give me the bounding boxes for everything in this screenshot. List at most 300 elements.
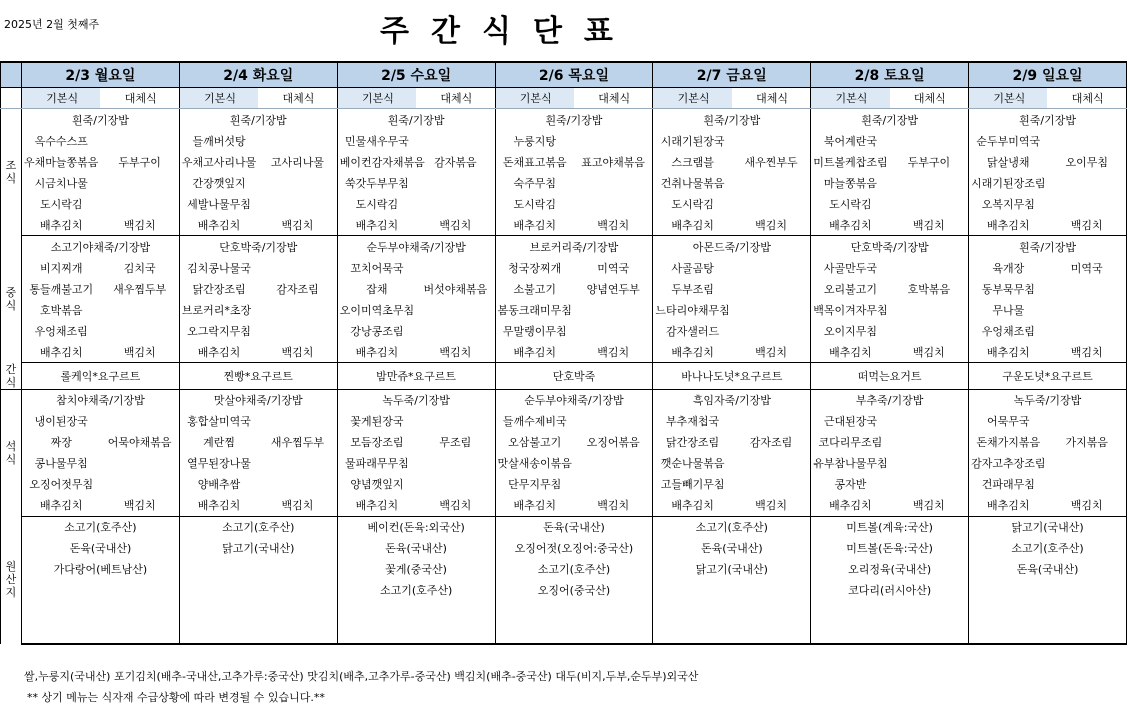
- menu-item: 닭살냉채: [969, 151, 1048, 172]
- menu-item: 배추김치: [653, 341, 732, 363]
- alt-menu-item: [574, 172, 653, 193]
- lunch-label: 중식: [1, 236, 22, 363]
- day-header-3: 2/6 목요일: [495, 62, 653, 88]
- porridge-cell: 순두부야채죽/기장밥: [495, 389, 653, 411]
- origin-cell: 오징어(중국산): [495, 580, 653, 601]
- menu-item: 무나물: [969, 299, 1048, 320]
- menu-item: 고들빼기무침: [653, 474, 732, 495]
- menu-item: 도시락김: [811, 193, 890, 214]
- origin-cell: [495, 622, 653, 644]
- alt-menu-item: [416, 193, 495, 214]
- alt-menu-item: [1047, 278, 1126, 299]
- alt-label: 대체식: [100, 88, 179, 109]
- alt-menu-item: [258, 320, 337, 341]
- origin-cell: [811, 622, 969, 644]
- day-header-6: 2/9 일요일: [969, 62, 1127, 88]
- origin-row: [1, 580, 1127, 601]
- alt-menu-item: 백김치: [258, 214, 337, 236]
- origin-cell: 미트볼(계육:국산): [811, 516, 969, 538]
- alt-menu-item: 백김치: [890, 341, 969, 363]
- origin-cell: [653, 580, 811, 601]
- alt-menu-item: [890, 432, 969, 453]
- page-title: 주간식단표: [380, 14, 635, 49]
- menu-item: 오징어젓무침: [22, 474, 101, 495]
- menu-item: 강낭콩조림: [337, 320, 416, 341]
- day-header-1: 2/4 화요일: [179, 62, 337, 88]
- origin-label: 원산지: [1, 516, 22, 644]
- menu-item: 닭간장조림: [653, 432, 732, 453]
- alt-menu-item: [574, 193, 653, 214]
- porridge-cell: 순두부야채죽/기장밥: [337, 236, 495, 258]
- alt-menu-item: [1047, 172, 1126, 193]
- alt-menu-item: 백김치: [100, 495, 179, 517]
- alt-menu-item: [574, 320, 653, 341]
- breakfast-row: [1, 130, 1127, 151]
- alt-menu-item: [416, 257, 495, 278]
- menu-item: 백목이겨자무침: [811, 299, 890, 320]
- basic-label: 기본식: [969, 88, 1048, 109]
- breakfast-row: [1, 172, 1127, 193]
- basic-label: 기본식: [22, 88, 101, 109]
- origin-cell: 돈육(국내산): [969, 559, 1127, 580]
- alt-menu-item: [732, 257, 811, 278]
- alt-menu-item: [1047, 299, 1126, 320]
- origin-cell: 소고기(호주산): [969, 538, 1127, 559]
- origin-cell: [495, 601, 653, 622]
- alt-menu-item: [416, 411, 495, 432]
- alt-menu-item: [1047, 193, 1126, 214]
- origin-cell: 소고기(호주산): [495, 559, 653, 580]
- breakfast-row: [1, 214, 1127, 236]
- menu-item: 미트볼케찹조림: [811, 151, 890, 172]
- menu-item: 배추김치: [495, 495, 574, 517]
- menu-item: 사골만두국: [811, 257, 890, 278]
- snack-cell: 단호박죽: [495, 363, 653, 390]
- alt-menu-item: 백김치: [1047, 495, 1126, 517]
- menu-item: 돈채가지볶음: [969, 432, 1048, 453]
- alt-menu-item: [732, 278, 811, 299]
- alt-menu-item: 백김치: [416, 495, 495, 517]
- menu-item: 배추김치: [22, 341, 101, 363]
- alt-menu-item: 김치국: [123, 261, 156, 275]
- dinner-row: [1, 432, 1127, 453]
- dinner-row: [1, 495, 1127, 517]
- origin-cell: [22, 622, 180, 644]
- menu-item: 쑥갓두부무침: [337, 172, 416, 193]
- menu-item: 열무된장나물: [179, 453, 258, 474]
- alt-menu-item: 무조림: [439, 436, 472, 449]
- menu-item: 콩자반: [811, 474, 890, 495]
- dinner-row: [1, 453, 1127, 474]
- menu-item: 무말랭이무침: [495, 320, 574, 341]
- origin-cell: 돈육(국내산): [22, 538, 180, 559]
- origin-cell: [22, 580, 180, 601]
- alt-menu-item: [890, 453, 969, 474]
- origin-cell: 닭고기(국내산): [969, 516, 1127, 538]
- alt-menu-item: [890, 172, 969, 193]
- menu-item: 김치콩나물국: [179, 257, 258, 278]
- menu-item: 민물새우무국: [337, 130, 416, 151]
- menu-item: 배추김치: [969, 214, 1048, 236]
- alt-menu-item: 감자볶음: [434, 155, 477, 169]
- alt-menu-item: 버섯야채볶음: [423, 282, 488, 296]
- origin-note: 쌀,누룽지(국내산) 포기김치(배추-국내산,고추가루:중국산) 맛김치(배추,고추가루-중국산) 백김치(배추-중국산) 대두(비지,두부,순두부)외국산: [24, 670, 699, 683]
- snack-cell: 밤만쥬*요구르트: [337, 363, 495, 390]
- origin-cell: 소고기(호주산): [653, 516, 811, 538]
- alt-menu-item: [890, 299, 969, 320]
- porridge-cell: 흰죽/기장밥: [337, 109, 495, 131]
- alt-label: 대체식: [574, 88, 653, 109]
- menu-item: 근대된장국: [811, 411, 890, 432]
- menu-item: 건파래무침: [969, 474, 1048, 495]
- alt-menu-item: 백김치: [732, 495, 811, 517]
- week-label: 2025년 2월 첫째주: [4, 18, 100, 31]
- menu-item: 돈채표고볶음: [495, 151, 574, 172]
- menu-item: 들깨버섯탕: [179, 130, 258, 151]
- weekly-menu-table: [0, 61, 1127, 645]
- menu-item: 배추김치: [495, 214, 574, 236]
- menu-item: 누룽지탕: [495, 130, 574, 151]
- alt-menu-item: [258, 411, 337, 432]
- alt-label: 대체식: [258, 88, 337, 109]
- alt-menu-item: 백김치: [574, 495, 653, 517]
- alt-menu-item: [1047, 453, 1126, 474]
- alt-menu-item: [100, 453, 179, 474]
- menu-item: 육개장: [969, 257, 1048, 278]
- snack-cell: 구운도넛*요구르트: [969, 363, 1127, 390]
- alt-menu-item: [100, 411, 179, 432]
- menu-item: 배추김치: [653, 214, 732, 236]
- origin-row: [1, 538, 1127, 559]
- menu-item: 양념깻잎지: [337, 474, 416, 495]
- alt-menu-item: [258, 453, 337, 474]
- porridge-cell: 소고기야채죽/기장밥: [22, 236, 180, 258]
- alt-menu-item: 백김치: [258, 495, 337, 517]
- origin-cell: 가다랑어(베트남산): [22, 559, 180, 580]
- alt-menu-item: [890, 474, 969, 495]
- alt-menu-item: [100, 474, 179, 495]
- snack-cell: 롤케익*요구르트: [22, 363, 180, 390]
- menu-item: 모듬장조림: [337, 432, 416, 453]
- porridge-cell: 단호박죽/기장밥: [179, 236, 337, 258]
- origin-cell: [22, 601, 180, 622]
- menu-item: 배추김치: [811, 495, 890, 517]
- menu-item: 간장깻잎지: [179, 172, 258, 193]
- alt-menu-item: [416, 320, 495, 341]
- menu-item: 배추김치: [337, 495, 416, 517]
- menu-item: 순두부미역국: [969, 130, 1048, 151]
- menu-item: 브로커리*초장: [179, 299, 258, 320]
- origin-cell: 돈육(국내산): [495, 516, 653, 538]
- menu-item: 짜장: [22, 432, 101, 453]
- alt-menu-item: [416, 130, 495, 151]
- day-header-5: 2/8 토요일: [811, 62, 969, 88]
- snack-cell: 찐빵*요구르트: [179, 363, 337, 390]
- alt-menu-item: [258, 193, 337, 214]
- day-header-0: 2/3 월요일: [22, 62, 180, 88]
- menu-item: 어묵무국: [969, 411, 1048, 432]
- menu-item: 느타리야채무침: [653, 299, 732, 320]
- breakfast-row: [1, 193, 1127, 214]
- origin-cell: 미트볼(돈육:국산): [811, 538, 969, 559]
- alt-menu-item: 백김치: [732, 341, 811, 363]
- alt-menu-item: 오징어볶음: [586, 436, 640, 449]
- menu-item: 우채마늘쫑볶음: [22, 151, 101, 172]
- menu-item: 배추김치: [179, 341, 258, 363]
- alt-menu-item: [100, 130, 179, 151]
- menu-item: 봄동크래미무침: [495, 299, 574, 320]
- menu-item: 호박볶음: [22, 299, 101, 320]
- porridge-cell: 흑임자죽/기장밥: [653, 389, 811, 411]
- day-header-row: [1, 62, 1127, 88]
- snack-cell: 떠먹는요거트: [811, 363, 969, 390]
- alt-menu-item: [574, 130, 653, 151]
- snack-row: [1, 363, 1127, 390]
- alt-menu-item: 백김치: [258, 341, 337, 363]
- porridge-cell: 흰죽/기장밥: [495, 109, 653, 131]
- origin-cell: 오징어젓(오징어:중국산): [495, 538, 653, 559]
- alt-menu-item: 감자조림: [276, 282, 319, 296]
- alt-menu-item: 백김치: [890, 495, 969, 517]
- origin-row: [1, 559, 1127, 580]
- alt-menu-item: [732, 172, 811, 193]
- notice: ** 상기 메뉴는 식자재 수급상황에 따라 변경될 수 있습니다.**: [27, 691, 325, 704]
- origin-cell: [337, 622, 495, 644]
- alt-menu-item: 감자조림: [749, 436, 793, 449]
- menu-item: 배추김치: [969, 341, 1048, 363]
- dinner-label: 석식: [1, 389, 22, 516]
- menu-item: 옥수수스프: [22, 130, 101, 151]
- origin-cell: 소고기(호주산): [179, 516, 337, 538]
- menu-item: 홍합살미역국: [179, 411, 258, 432]
- alt-menu-item: [100, 320, 179, 341]
- menu-item: 스크램블: [653, 151, 732, 172]
- origin-cell: 소고기(호주산): [337, 580, 495, 601]
- origin-cell: [179, 622, 337, 644]
- lunch-row: [1, 278, 1127, 299]
- origin-cell: [179, 580, 337, 601]
- alt-menu-item: 어묵야채볶음: [107, 436, 172, 449]
- alt-menu-item: [416, 172, 495, 193]
- porridge-cell: 흰죽/기장밥: [653, 109, 811, 131]
- porridge-cell: 흰죽/기장밥: [969, 236, 1127, 258]
- menu-item: 통들깨불고기: [22, 278, 101, 299]
- lunch-row: [1, 341, 1127, 363]
- origin-row: [1, 516, 1127, 538]
- dinner-row: [1, 474, 1127, 495]
- alt-menu-item: [732, 453, 811, 474]
- porridge-cell: 참치야채죽/기장밥: [22, 389, 180, 411]
- corner-cell: [1, 62, 22, 88]
- menu-item: 시래기된장조림: [969, 172, 1048, 193]
- sub-header-row: [1, 88, 1127, 109]
- alt-menu-item: 백김치: [416, 341, 495, 363]
- lunch-row: [1, 320, 1127, 341]
- alt-menu-item: 고사리나물: [270, 155, 325, 169]
- porridge-cell: 흰죽/기장밥: [811, 109, 969, 131]
- alt-menu-item: [890, 257, 969, 278]
- alt-menu-item: 백김치: [100, 341, 179, 363]
- alt-menu-item: 백김치: [1047, 341, 1126, 363]
- menu-item: 건취나물볶음: [653, 172, 732, 193]
- alt-menu-item: 백김치: [100, 214, 179, 236]
- origin-row: [1, 622, 1127, 644]
- menu-item: 청국장찌개: [495, 257, 574, 278]
- breakfast-row: [1, 151, 1127, 172]
- menu-item: 두부조림: [653, 278, 732, 299]
- alt-label: 대체식: [1047, 88, 1126, 109]
- alt-label: 대체식: [890, 88, 969, 109]
- menu-item: 사골곰탕: [653, 257, 732, 278]
- alt-menu-item: [1047, 130, 1126, 151]
- alt-menu-item: 미역국: [1047, 257, 1126, 278]
- alt-menu-item: 호박볶음: [907, 282, 951, 296]
- alt-menu-item: [890, 193, 969, 214]
- origin-cell: [969, 580, 1127, 601]
- menu-item: 양배추쌈: [179, 474, 258, 495]
- origin-cell: [811, 601, 969, 622]
- menu-item: 부추재첩국: [653, 411, 732, 432]
- alt-menu-item: [732, 130, 811, 151]
- alt-menu-item: [1047, 320, 1126, 341]
- alt-menu-item: [574, 299, 653, 320]
- alt-menu-item: [416, 453, 495, 474]
- menu-item: 베이컨감자채볶음: [337, 151, 416, 172]
- alt-menu-item: 백김치: [890, 214, 969, 236]
- origin-cell: [337, 601, 495, 622]
- menu-item: 오그락지무침: [179, 320, 258, 341]
- lunch-row: [1, 236, 1127, 258]
- origin-cell: [179, 559, 337, 580]
- corner-cell-2: [1, 88, 22, 109]
- menu-item: 소불고기: [495, 278, 574, 299]
- alt-menu-item: 새우찐부두: [744, 155, 798, 169]
- menu-item: 깻순나물볶음: [653, 453, 732, 474]
- alt-menu-item: [416, 474, 495, 495]
- menu-item: 코다리무조림: [811, 432, 890, 453]
- alt-menu-item: 백김치: [1047, 214, 1126, 236]
- menu-item: 오이미역초무침: [337, 299, 416, 320]
- menu-item: 북어계란국: [811, 130, 890, 151]
- menu-item: 감자고추장조림: [969, 453, 1048, 474]
- dinner-row: [1, 389, 1127, 411]
- origin-cell: [179, 601, 337, 622]
- porridge-cell: 흰죽/기장밥: [22, 109, 180, 131]
- porridge-cell: 녹두죽/기장밥: [969, 389, 1127, 411]
- menu-item: 도시락김: [337, 193, 416, 214]
- alt-menu-item: 백김치: [574, 214, 653, 236]
- menu-item: 배추김치: [179, 214, 258, 236]
- menu-item: 오리불고기: [811, 278, 890, 299]
- alt-menu-item: [890, 130, 969, 151]
- alt-menu-item: [100, 172, 179, 193]
- origin-cell: [653, 601, 811, 622]
- origin-cell: 꽃게(중국산): [337, 559, 495, 580]
- alt-menu-item: 두부구이: [907, 155, 951, 169]
- menu-item: 유부참나물무침: [811, 453, 890, 474]
- menu-item: 숙주무침: [495, 172, 574, 193]
- origin-cell: [969, 601, 1127, 622]
- alt-menu-item: [258, 172, 337, 193]
- alt-menu-item: [890, 320, 969, 341]
- menu-item: 우엉채조림: [969, 320, 1048, 341]
- menu-item: 물파래무무침: [337, 453, 416, 474]
- porridge-cell: 흰죽/기장밥: [179, 109, 337, 131]
- basic-label: 기본식: [811, 88, 890, 109]
- alt-menu-item: [1047, 474, 1126, 495]
- menu-item: 오이지무침: [811, 320, 890, 341]
- alt-menu-item: [574, 453, 653, 474]
- menu-item: 배추김치: [337, 214, 416, 236]
- origin-cell: [969, 622, 1127, 644]
- alt-menu-item: 새우찜두부: [270, 436, 325, 449]
- porridge-cell: 브로커리죽/기장밥: [495, 236, 653, 258]
- alt-menu-item: [100, 299, 179, 320]
- menu-item: 비지찌개: [22, 257, 101, 278]
- menu-item: 우채고사리나물: [179, 151, 258, 172]
- alt-menu-item: [258, 474, 337, 495]
- menu-item: 꼬치어묵국: [337, 257, 416, 278]
- menu-item: 단무지무침: [495, 474, 574, 495]
- porridge-cell: 부추죽/기장밥: [811, 389, 969, 411]
- menu-item: 도시락김: [653, 193, 732, 214]
- day-header-2: 2/5 수요일: [337, 62, 495, 88]
- alt-menu-item: 오이무침: [1047, 151, 1126, 172]
- basic-label: 기본식: [653, 88, 732, 109]
- origin-row: [1, 601, 1127, 622]
- porridge-cell: 아몬드죽/기장밥: [653, 236, 811, 258]
- menu-item: 우엉채조림: [22, 320, 101, 341]
- origin-cell: 닭고기(국내산): [653, 559, 811, 580]
- menu-item: 들깨수제비국: [495, 411, 574, 432]
- alt-menu-item: [890, 411, 969, 432]
- menu-item: 오삼불고기: [495, 432, 574, 453]
- menu-item: 시래기된장국: [653, 130, 732, 151]
- porridge-cell: 녹두죽/기장밥: [337, 389, 495, 411]
- alt-menu-item: [258, 130, 337, 151]
- alt-menu-item: [732, 474, 811, 495]
- menu-item: 맛살새송이볶음: [495, 453, 574, 474]
- basic-label: 기본식: [337, 88, 416, 109]
- alt-menu-item: [1047, 411, 1126, 432]
- menu-item: 배추김치: [811, 214, 890, 236]
- alt-label: 대체식: [732, 88, 811, 109]
- day-header-4: 2/7 금요일: [653, 62, 811, 88]
- alt-menu-item: 양념연두부: [586, 282, 640, 296]
- origin-cell: 닭고기(국내산): [179, 538, 337, 559]
- menu-item: 마늘쫑볶음: [811, 172, 890, 193]
- basic-label: 기본식: [495, 88, 574, 109]
- menu-item: 배추김치: [22, 495, 101, 517]
- dinner-row: [1, 411, 1127, 432]
- alt-menu-item: [732, 193, 811, 214]
- lunch-row: [1, 257, 1127, 278]
- menu-item: 세발나물무침: [179, 193, 258, 214]
- porridge-cell: 단호박죽/기장밥: [811, 236, 969, 258]
- alt-label: 대체식: [416, 88, 495, 109]
- menu-item: 동부묵무침: [969, 278, 1048, 299]
- alt-menu-item: [732, 320, 811, 341]
- origin-cell: 오리정육(국내산): [811, 559, 969, 580]
- origin-cell: [653, 622, 811, 644]
- alt-menu-item: [258, 299, 337, 320]
- alt-menu-item: [416, 299, 495, 320]
- porridge-cell: 흰죽/기장밥: [969, 109, 1127, 131]
- basic-label: 기본식: [179, 88, 258, 109]
- menu-item: 오복지무침: [969, 193, 1048, 214]
- alt-menu-item: 백김치: [574, 341, 653, 363]
- menu-item: 콩나물무침: [22, 453, 101, 474]
